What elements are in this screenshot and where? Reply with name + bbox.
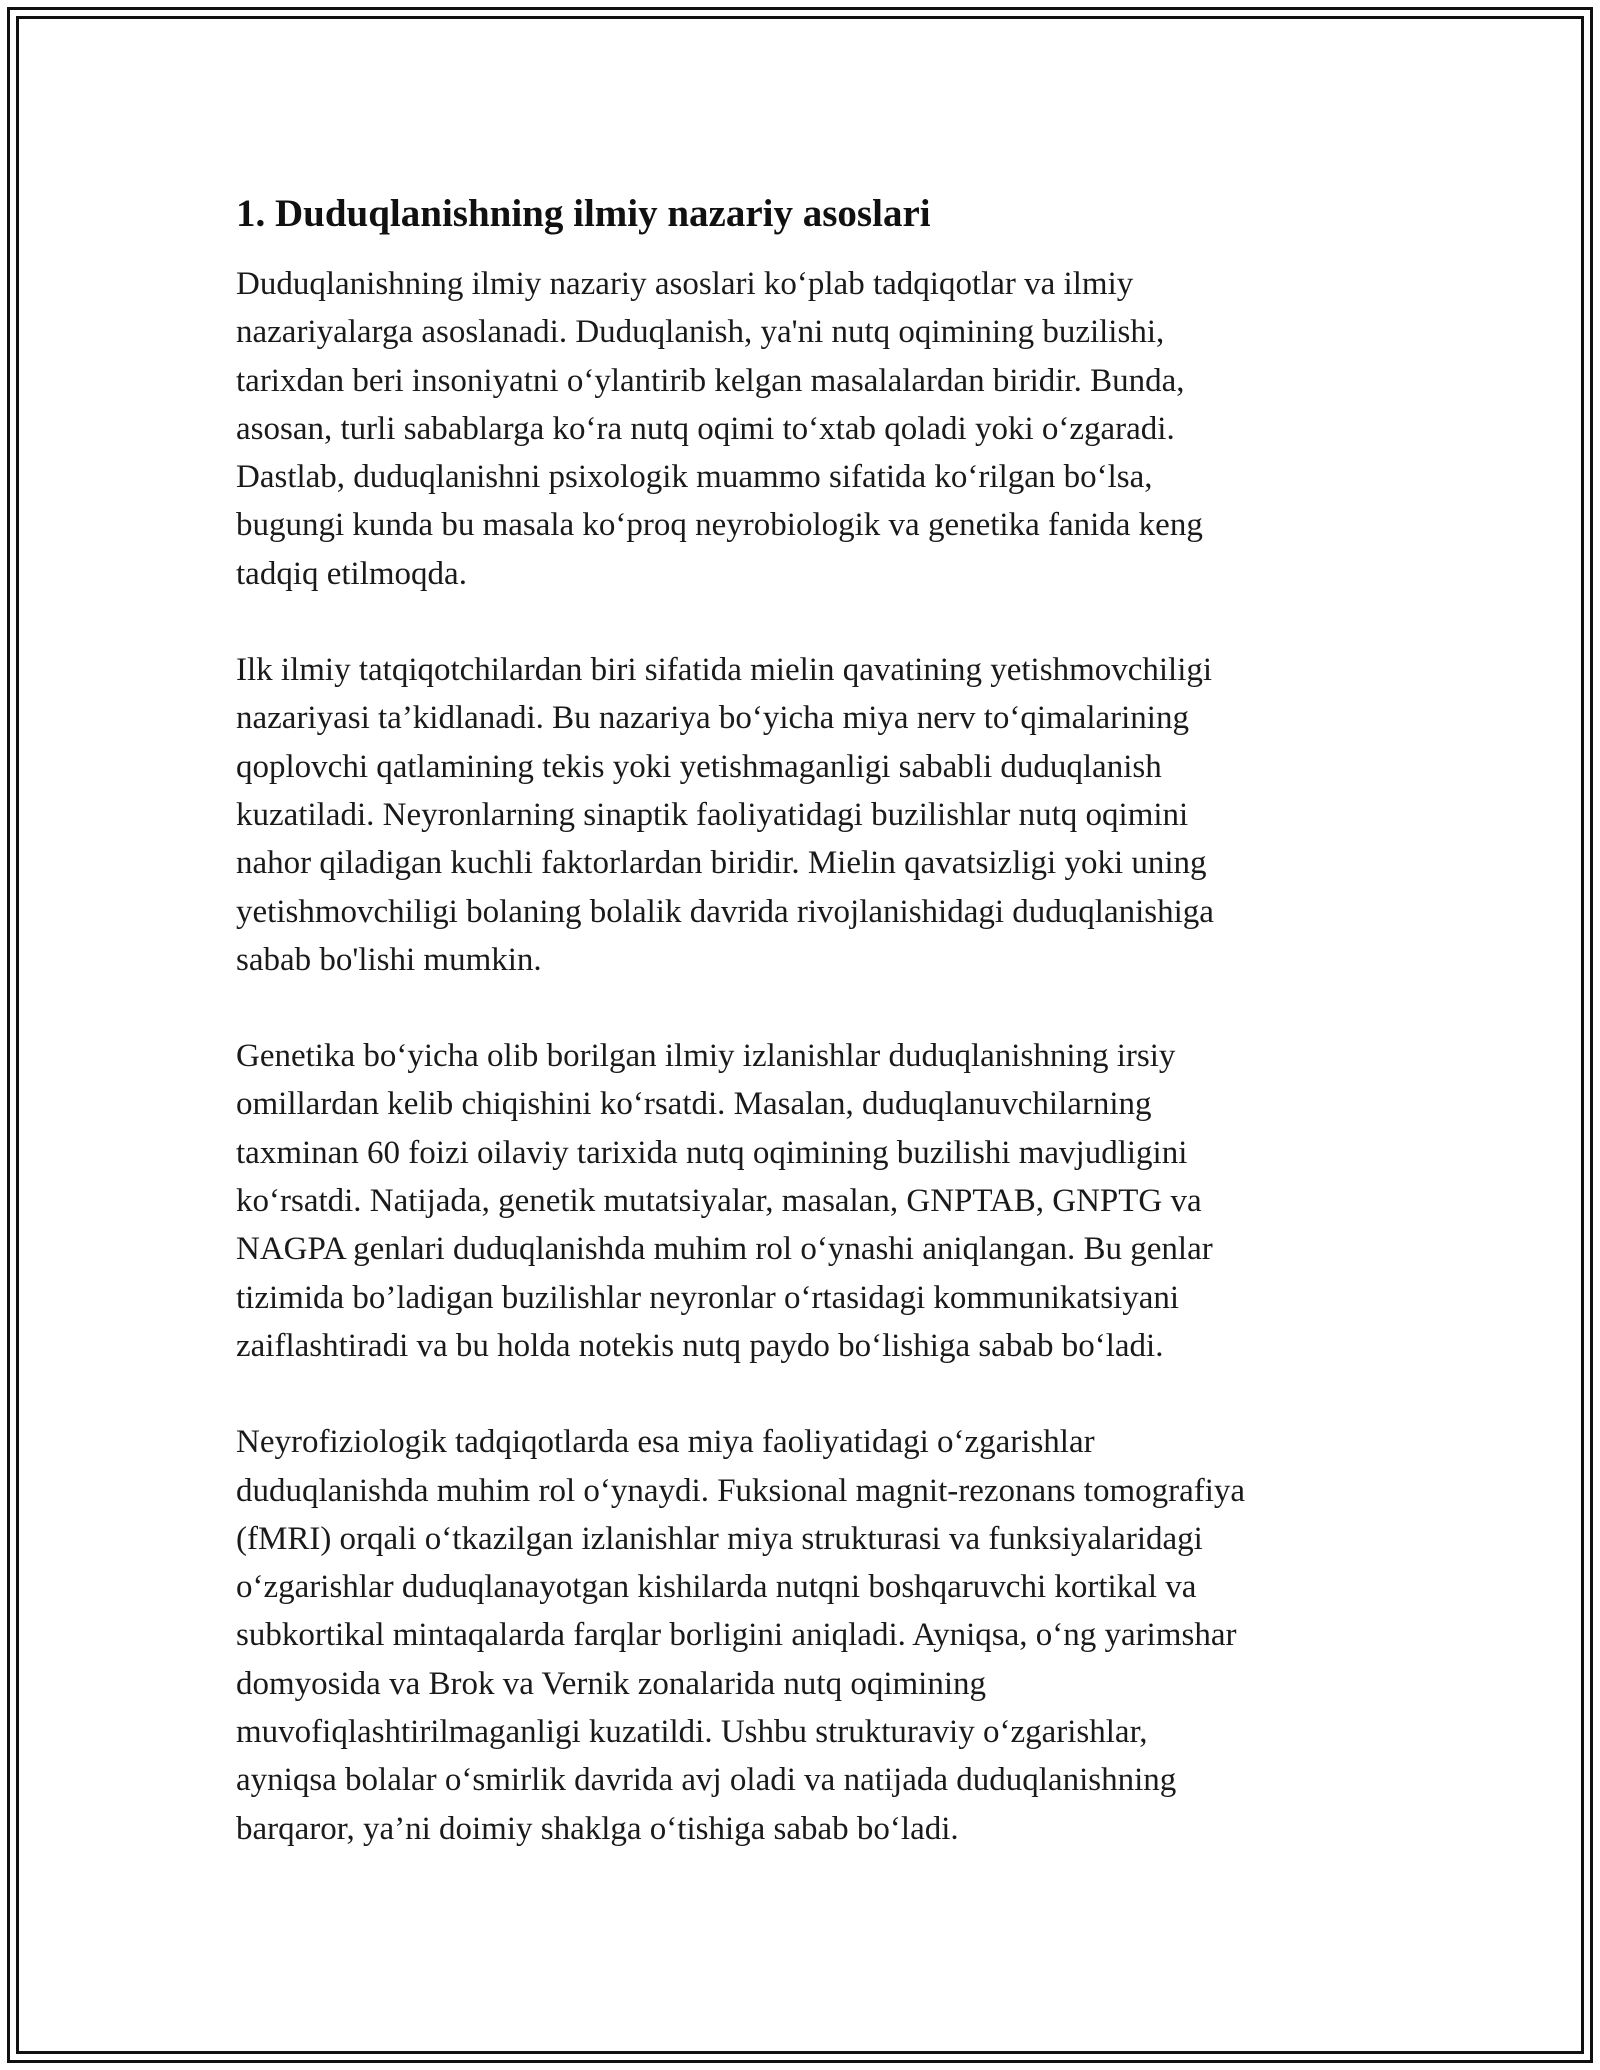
paragraph-line: tarixdan beri insoniyatni o‘ylantirib kelgan masalalardan biridir. Bunda,: [236, 362, 1185, 399]
paragraph-line: ayniqsa bolalar o‘smirlik davrida avj oladi va natijada duduqlanishning: [236, 1762, 1177, 1799]
paragraph-line: tadqiq etilmoqda.: [236, 555, 467, 592]
paragraph-4: [236, 1418, 1376, 1853]
paragraph-line: taxminan 60 foizi oilaviy tarixida nutq oqimining buzilishi mavjudligini: [236, 1134, 1188, 1171]
paragraph-line: sabab bo'lishi mumkin.: [236, 941, 542, 978]
paragraph-line: Neyrofiziologik tadqiqotlarda esa miya faoliyatidagi o‘zgarishlar: [236, 1424, 1095, 1461]
paragraph-line: zaiflashtiradi va bu holda notekis nutq paydo bo‘lishiga sabab bo‘ladi.: [236, 1327, 1164, 1364]
paragraph-line: nahor qiladigan kuchli faktorlardan biridir. Mielin qavatsizligi yoki uning: [236, 845, 1207, 882]
paragraph-line: duduqlanishda muhim rol o‘ynaydi. Fuksional magnit-rezonans tomografiya: [236, 1472, 1246, 1509]
paragraph-line: Duduqlanishning ilmiy nazariy asoslari ko‘plab tadqiqotlar va ilmiy: [236, 266, 1134, 302]
paragraph-line: omillardan kelib chiqishini ko‘rsatdi. Masalan, duduqlanuvchilarning: [236, 1086, 1152, 1123]
paragraph-line: asosan, turli sabablarga ko‘ra nutq oqimi to‘xtab qoladi yoki o‘zgaradi.: [236, 410, 1175, 447]
paragraph-line: Dastlab, duduqlanishni psixologik muammo sifatida ko‘rilgan bo‘lsa,: [236, 459, 1153, 496]
paragraph-line: yetishmovchiligi bolaning bolalik davrida rivojlanishidagi duduqlanishiga: [236, 893, 1214, 930]
paragraph-line: muvofiqlashtirilmaganligi kuzatildi. Ushbu strukturaviy o‘zgarishlar,: [236, 1714, 1148, 1751]
paragraph-line: kuzatiladi. Neyronlarning sinaptik faoliyatidagi buzilishlar nutq oqimini: [236, 796, 1189, 833]
paragraph-line: Genetika bo‘yicha olib borilgan ilmiy izlanishlar duduqlanishning irsiy: [236, 1038, 1176, 1075]
paragraph-line: qoplovchi qatlamining tekis yoki yetishmaganligi sababli duduqlanish: [236, 748, 1162, 785]
paragraph-2: [236, 646, 1376, 984]
paragraph-line: barqaror, ya’ni doimiy shaklga o‘tishiga sabab bo‘ladi.: [236, 1810, 959, 1847]
paragraph-line: (fMRI) orqali o‘tkazilgan izlanishlar miya strukturasi va funksiyalaridagi: [236, 1520, 1203, 1557]
paragraph-line: nazariyalarga asoslanadi. Duduqlanish, ya'ni nutq oqimining buzilishi,: [236, 314, 1165, 351]
paragraph-line: o‘zgarishlar duduqlanayotgan kishilarda nutqni boshqaruvchi kortikal va: [236, 1569, 1197, 1606]
section-heading: 1. Duduqlanishning ilmiy nazariy asoslari: [236, 192, 931, 235]
paragraph-line: bugungi kunda bu masala ko‘proq neyrobiologik va genetika fanida keng: [236, 507, 1203, 544]
paragraph-line: Ilk ilmiy tatqiqotchilardan biri sifatida mielin qavatining yetishmovchiligi: [236, 652, 1213, 689]
paragraph-line: ko‘rsatdi. Natijada, genetik mutatsiyalar, masalan, GNPTAB, GNPTG va: [236, 1183, 1202, 1220]
document-body: [236, 188, 1376, 1901]
paragraph-line: nazariyasi ta’kidlanadi. Bu nazariya bo‘yicha miya nerv to‘qimalarining: [236, 700, 1189, 737]
paragraph-line: subkortikal mintaqalarda farqlar borligini aniqladi. Ayniqsa, o‘ng yarimshar: [236, 1617, 1237, 1654]
paragraph-3: [236, 1032, 1376, 1370]
paragraph-line: domyosida va Brok va Vernik zonalarida nutq oqimining: [236, 1665, 987, 1702]
paragraph-1: [236, 260, 1376, 598]
paragraph-line: tizimida bo’ladigan buzilishlar neyronlar o‘rtasidagi kommunikatsiyani: [236, 1279, 1180, 1316]
paragraph-line: NAGPA genlari duduqlanishda muhim rol o‘ynashi aniqlangan. Bu genlar: [236, 1231, 1213, 1268]
